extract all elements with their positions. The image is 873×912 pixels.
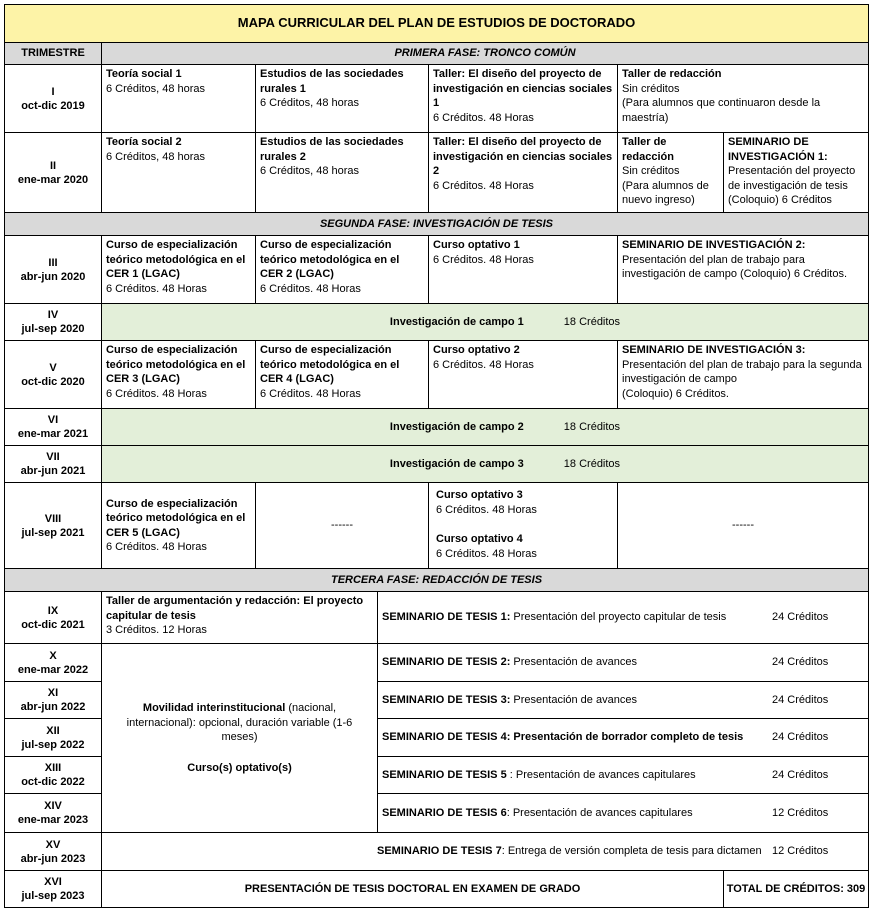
empty-dashes: ------ — [732, 519, 754, 532]
seminario-tesis-5 — [377, 756, 869, 794]
course-detail: 6 Créditos. 48 Horas — [106, 387, 207, 400]
term-cell-2 — [4, 132, 102, 213]
course-title: Curso de especialización teórico metodológica en el CER 4 (LGAC) — [260, 344, 400, 385]
course-taller-diseno-2 — [428, 132, 618, 213]
term-date: oct-dic 2021 — [21, 618, 85, 631]
term-cell-7 — [4, 445, 102, 483]
total-creditos — [723, 870, 869, 908]
course-taller-redaccion-1 — [617, 64, 869, 133]
course-taller-redaccion-2 — [617, 132, 724, 213]
course-credits: (Coloquio) 6 Créditos — [728, 194, 832, 206]
seminar-title: SEMINARIO DE TESIS 1: — [382, 611, 511, 624]
seminar-detail: Presentación del proyecto capitular de tesis — [510, 611, 727, 624]
course-cer-1 — [101, 235, 256, 304]
phase-3-text: TERCERA FASE: REDACCIÓN DE TESIS — [330, 573, 543, 586]
seminario-tesis-6 — [377, 793, 869, 833]
field-research-label: Investigación de campo 2 — [389, 420, 524, 433]
seminar-credits: 24 Créditos — [772, 611, 829, 624]
course-optativo-3-4 — [428, 482, 618, 569]
seminar-credits: 24 Créditos — [772, 768, 829, 781]
seminar-title: SEMINARIO DE TESIS 5 — [382, 768, 507, 781]
term-date: abr-jun 2020 — [20, 270, 86, 283]
phase-1-header — [101, 42, 869, 65]
course-detail: 6 Créditos. 48 Horas — [433, 253, 534, 266]
seminar-title: SEMINARIO DE TESIS 6 — [382, 806, 507, 819]
movilidad-detail: (nacional, internacional): opcional, duración variable (1-6 meses) — [126, 702, 353, 743]
term-number: IX — [47, 604, 59, 617]
course-title: Taller de redacción — [622, 68, 722, 80]
term-date: ene-mar 2022 — [17, 663, 89, 676]
term-date: jul-sep 2021 — [21, 526, 85, 539]
term-date: oct-dic 2020 — [21, 375, 85, 388]
course-title: Curso optativo 1 — [433, 239, 520, 251]
course-optativo-2 — [428, 340, 618, 409]
seminar-credits: 24 Créditos — [772, 693, 829, 706]
examen-grado — [101, 870, 724, 908]
seminar-credits: 24 Créditos — [772, 656, 829, 669]
course-teoria-social-2 — [101, 132, 256, 213]
course-detail: 6 Créditos, 48 horas — [106, 150, 206, 163]
term-number: III — [48, 256, 58, 269]
trimestre-header — [4, 42, 102, 65]
empty-cell — [255, 482, 429, 569]
empty-cell — [617, 482, 869, 569]
term-cell-10 — [4, 643, 102, 682]
term-number: X — [49, 649, 57, 662]
field-research-credits: 18 Créditos — [563, 457, 621, 470]
course-title: Taller: El diseño del proyecto de investigación en ciencias sociales 1 — [433, 68, 613, 109]
phase-2-header — [4, 212, 869, 236]
course-taller-diseno-1 — [428, 64, 618, 133]
term-date: oct-dic 2019 — [21, 99, 85, 112]
course-detail: 6 Créditos. 48 Horas — [433, 358, 534, 371]
course-title: Curso optativo 4 — [436, 533, 523, 545]
seminar-title: SEMINARIO DE TESIS 7 — [377, 845, 502, 858]
term-number: XIV — [44, 800, 62, 812]
seminar-detail: : Presentación de avances capitulares — [506, 768, 696, 781]
course-title: Curso de especialización teórico metodológica en el CER 1 (LGAC) — [106, 239, 246, 280]
investigacion-campo-1 — [101, 303, 869, 341]
seminario-tesis-4 — [377, 718, 869, 757]
seminario-tesis-7 — [101, 832, 869, 871]
term-number: VIII — [44, 512, 62, 525]
course-detail: 6 Créditos. 48 Horas — [436, 503, 537, 516]
course-detail: 6 Créditos, 48 horas — [260, 165, 360, 177]
course-cer-5 — [101, 482, 256, 569]
course-credits: (Coloquio) 6 Créditos. — [622, 387, 729, 400]
course-cer-2 — [255, 235, 429, 304]
course-title: Estudios de las sociedades rurales 2 — [260, 136, 404, 163]
phase-2-text: SEGUNDA FASE: INVESTIGACIÓN DE TESIS — [319, 217, 554, 230]
seminario-investigacion-1 — [723, 132, 869, 213]
seminar-title: SEMINARIO DE TESIS 4: Presentación de borrador completo de tesis — [382, 731, 744, 744]
term-date: abr-jun 2022 — [20, 701, 86, 713]
term-number: VII — [46, 451, 60, 463]
taller-argumentacion — [101, 591, 378, 644]
seminar-detail: Presentación de avances — [510, 693, 637, 706]
term-date: jul-sep 2022 — [21, 738, 85, 751]
field-research-label: Investigación de campo 3 — [389, 457, 524, 470]
course-detail: 6 Créditos. 48 Horas — [106, 282, 207, 295]
course-detail: Sin créditos — [622, 165, 680, 177]
course-title: Curso de especialización teórico metodológica en el CER 2 (LGAC) — [260, 239, 400, 280]
term-number: II — [49, 159, 57, 172]
term-cell-14 — [4, 793, 102, 833]
term-cell-9 — [4, 591, 102, 644]
phase-1-text: PRIMERA FASE: TRONCO COMÚN — [394, 47, 576, 60]
seminar-detail: Presentación de avances — [510, 656, 637, 669]
course-detail: 6 Créditos. 48 Horas — [433, 111, 534, 124]
term-cell-12 — [4, 718, 102, 757]
page-title — [4, 4, 869, 43]
term-number: XI — [47, 687, 59, 699]
seminar-title: SEMINARIO DE TESIS 3: — [382, 693, 511, 706]
term-number: V — [49, 361, 57, 374]
term-number: XII — [46, 724, 60, 737]
course-title: SEMINARIO DE INVESTIGACIÓN 3: — [622, 344, 806, 356]
course-detail: 6 Créditos, 48 horas — [260, 97, 360, 109]
empty-dashes: ------ — [331, 519, 353, 532]
term-cell-11 — [4, 681, 102, 719]
field-research-label: Investigación de campo 1 — [389, 315, 524, 328]
term-date: ene-mar 2020 — [17, 173, 89, 186]
seminar-credits: 24 Créditos — [772, 731, 829, 744]
term-cell-6 — [4, 408, 102, 446]
field-research-credits: 18 Créditos — [563, 315, 621, 328]
term-cell-13 — [4, 756, 102, 794]
course-detail: Presentación del proyecto de investigación de tesis — [728, 165, 856, 192]
seminar-credits: 12 Créditos — [772, 806, 829, 819]
term-date: jul-sep 2020 — [21, 323, 85, 335]
term-date: abr-jun 2023 — [20, 852, 86, 865]
movilidad-text — [108, 701, 371, 745]
seminario-tesis-1 — [377, 591, 869, 644]
course-cer-4 — [255, 340, 429, 409]
term-number: XV — [45, 838, 61, 851]
seminario-investigacion-3 — [617, 340, 869, 409]
course-title: Taller: El diseño del proyecto de investigación en ciencias sociales 2 — [433, 136, 613, 177]
term-cell-3 — [4, 235, 102, 304]
field-research-credits: 18 Créditos — [563, 420, 621, 433]
course-title: Curso optativo 3 — [436, 489, 523, 501]
course-detail: 6 Créditos. 48 Horas — [260, 282, 361, 295]
term-cell-15 — [4, 832, 102, 871]
course-note: (Para alumnos que continuaron desde la maestría) — [622, 97, 821, 124]
course-detail: 6 Créditos, 48 horas — [106, 82, 206, 95]
movilidad-title: Movilidad interinstitucional — [142, 702, 286, 714]
course-title: Curso de especialización teórico metodológica en el CER 3 (LGAC) — [106, 344, 246, 385]
term-date: jul-sep 2023 — [21, 890, 85, 902]
page-title-text: MAPA CURRICULAR DEL PLAN DE ESTUDIOS DE DOCTORADO — [237, 15, 636, 31]
seminario-tesis-3 — [377, 681, 869, 719]
seminar-credits: 12 Créditos — [772, 845, 829, 858]
course-title: Curso optativo 2 — [433, 344, 520, 356]
course-optativo-1 — [428, 235, 618, 304]
term-cell-16 — [4, 870, 102, 908]
course-detail: 6 Créditos. 48 Horas — [106, 541, 207, 553]
course-title: Curso de especialización teórico metodológica en el CER 5 (LGAC) — [106, 497, 246, 539]
term-date: ene-mar 2021 — [17, 428, 89, 440]
term-cell-1 — [4, 64, 102, 133]
course-title: Taller de redacción — [622, 136, 674, 163]
investigacion-campo-2 — [101, 408, 869, 446]
course-title: SEMINARIO DE INVESTIGACIÓN 2: — [622, 239, 806, 251]
term-number: XVI — [44, 876, 62, 888]
seminar-title: SEMINARIO DE TESIS 2: — [382, 656, 511, 669]
course-title: Taller de argumentación y redacción: El proyecto capitular de tesis — [106, 595, 364, 622]
term-number: IV — [47, 309, 59, 321]
course-title: SEMINARIO DE INVESTIGACIÓN 1: — [728, 136, 828, 163]
term-number: I — [51, 85, 55, 98]
total-text: TOTAL DE CRÉDITOS: 309 — [726, 882, 866, 895]
course-detail: Sin créditos — [622, 82, 680, 95]
course-detail: 3 Créditos. 12 Horas — [106, 624, 207, 636]
trimestre-header-text: TRIMESTRE — [21, 47, 85, 60]
seminar-detail: : Presentación de avances capitulares — [506, 806, 693, 819]
term-date: abr-jun 2021 — [20, 465, 86, 477]
course-detail: Presentación del plan de trabajo para la segunda investigación de campo — [622, 358, 862, 385]
seminario-tesis-2 — [377, 643, 869, 682]
term-date: oct-dic 2022 — [21, 776, 85, 788]
term-cell-5 — [4, 340, 102, 409]
course-note: (Para alumnos de nuevo ingreso) — [622, 179, 709, 206]
course-estudios-rurales-2 — [255, 132, 429, 213]
term-number: VI — [47, 414, 59, 426]
course-detail: Presentación del plan de trabajo para investigación de campo (Coloquio) 6 Créditos. — [622, 253, 848, 280]
course-title: Teoría social 2 — [106, 136, 182, 148]
term-number: XIII — [44, 762, 62, 774]
course-detail: 6 Créditos. 48 Horas — [436, 547, 537, 560]
exam-text: PRESENTACIÓN DE TESIS DOCTORAL EN EXAMEN DE GRADO — [244, 882, 581, 895]
course-teoria-social-1 — [101, 64, 256, 133]
course-detail: 6 Créditos. 48 Horas — [433, 179, 534, 192]
optativos-label: Curso(s) optativo(s) — [187, 761, 292, 774]
course-title: Estudios de las sociedades rurales 1 — [260, 68, 404, 95]
course-detail: 6 Créditos. 48 Horas — [260, 387, 361, 400]
term-date: ene-mar 2023 — [17, 814, 89, 826]
investigacion-campo-3 — [101, 445, 869, 483]
phase-3-header — [4, 568, 869, 592]
seminario-investigacion-2 — [617, 235, 869, 304]
seminar-detail: : Entrega de versión completa de tesis para dictamen — [501, 845, 762, 858]
movilidad-cell — [101, 643, 378, 833]
course-estudios-rurales-1 — [255, 64, 429, 133]
course-title: Teoría social 1 — [106, 68, 182, 80]
term-cell-8 — [4, 482, 102, 569]
term-cell-4 — [4, 303, 102, 341]
course-cer-3 — [101, 340, 256, 409]
